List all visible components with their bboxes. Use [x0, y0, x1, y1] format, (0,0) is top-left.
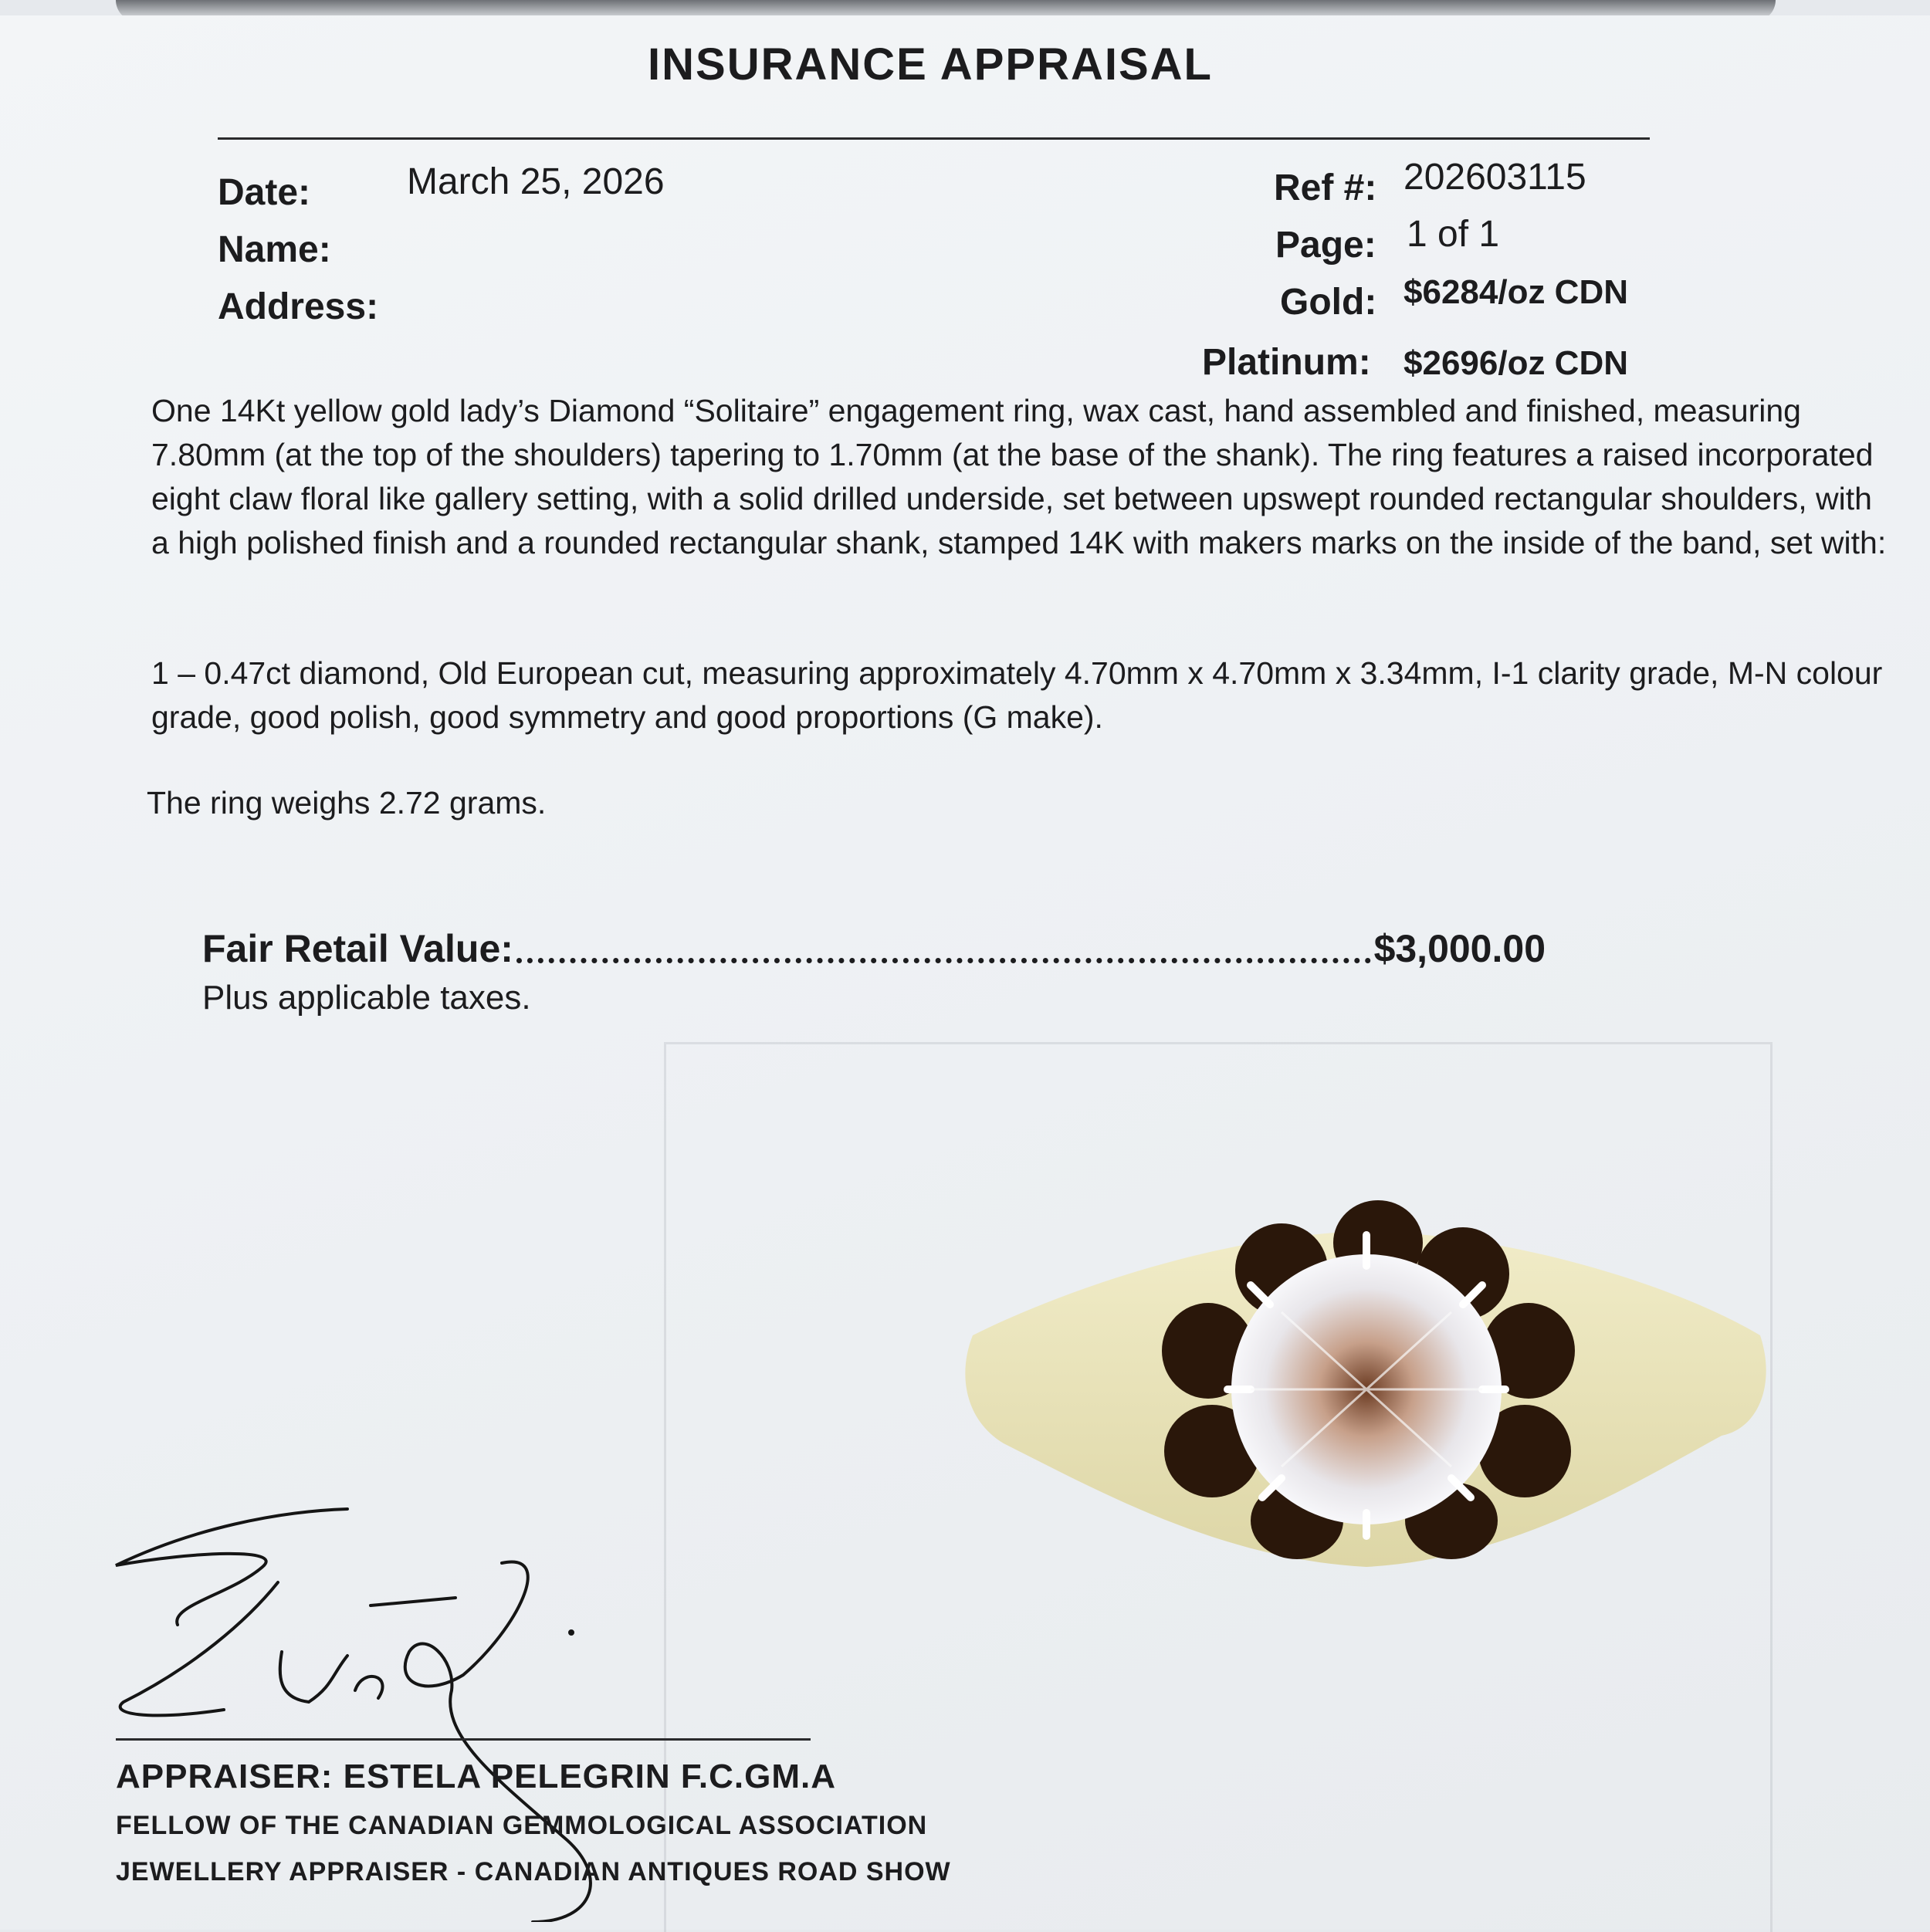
name-label: Name: [218, 229, 331, 270]
ring-weight: The ring weighs 2.72 grams. [147, 785, 547, 821]
ref-label: Ref #: [1274, 167, 1377, 208]
ring-description: One 14Kt yellow gold lady’s Diamond “Solitaire” engagement ring, wax cast, hand assembled and finished, measuring 7.80mm (at the top of the shoulders) tapering to 1.70mm (at the base of the shank). The ring features a raised incorporated eight claw floral like gallery setting, with a solid drilled underside, set between upswept rounded rectangular shoulders, with a high polished finish and a rounded rectangular shank, stamped 14K with makers marks on the inside of the band, set with: [151, 393, 1887, 560]
platinum-price: $2696/oz CDN [1403, 344, 1629, 382]
page-label: Page: [1275, 225, 1376, 266]
ref-value: 202603115 [1403, 157, 1586, 198]
appraiser-credential-1: FELLOW OF THE CANADIAN GEMMOLOGICAL ASSOCIATION [116, 1811, 928, 1840]
appraiser-credential-2: JEWELLERY APPRAISER - CANADIAN ANTIQUES ROAD SHOW [116, 1857, 951, 1886]
appraiser-name: APPRAISER: ESTELA PELEGRIN F.C.GM.A [116, 1758, 837, 1795]
diamond-description: 1 – 0.47ct diamond, Old European cut, measuring approximately 4.70mm x 4.70mm x 3.34mm, I-1 clarity grade, M-N colour grade, good polish, good symmetry and good proportions (G make). [151, 655, 1883, 735]
ring-photo [957, 1158, 1776, 1590]
gold-price: $6284/oz CDN [1403, 273, 1629, 311]
fair-retail-value-label: Fair Retail Value: [202, 927, 513, 970]
header-divider [218, 137, 1650, 140]
ring-image [957, 1158, 1776, 1590]
date-value: March 25, 2026 [407, 161, 665, 202]
signature-line [116, 1738, 811, 1741]
taxes-note: Plus applicable taxes. [202, 979, 531, 1017]
gold-label: Gold: [1280, 282, 1377, 323]
address-label: Address: [218, 286, 379, 327]
date-label: Date: [218, 172, 311, 213]
document-title: INSURANCE APPRAISAL [648, 39, 1213, 90]
fair-retail-value-line [202, 926, 1546, 971]
page-value: 1 of 1 [1407, 214, 1500, 255]
fair-retail-value-amount: $3,000.00 [1373, 927, 1546, 970]
leader-dots [516, 950, 1371, 963]
platinum-label: Platinum: [1202, 342, 1371, 383]
